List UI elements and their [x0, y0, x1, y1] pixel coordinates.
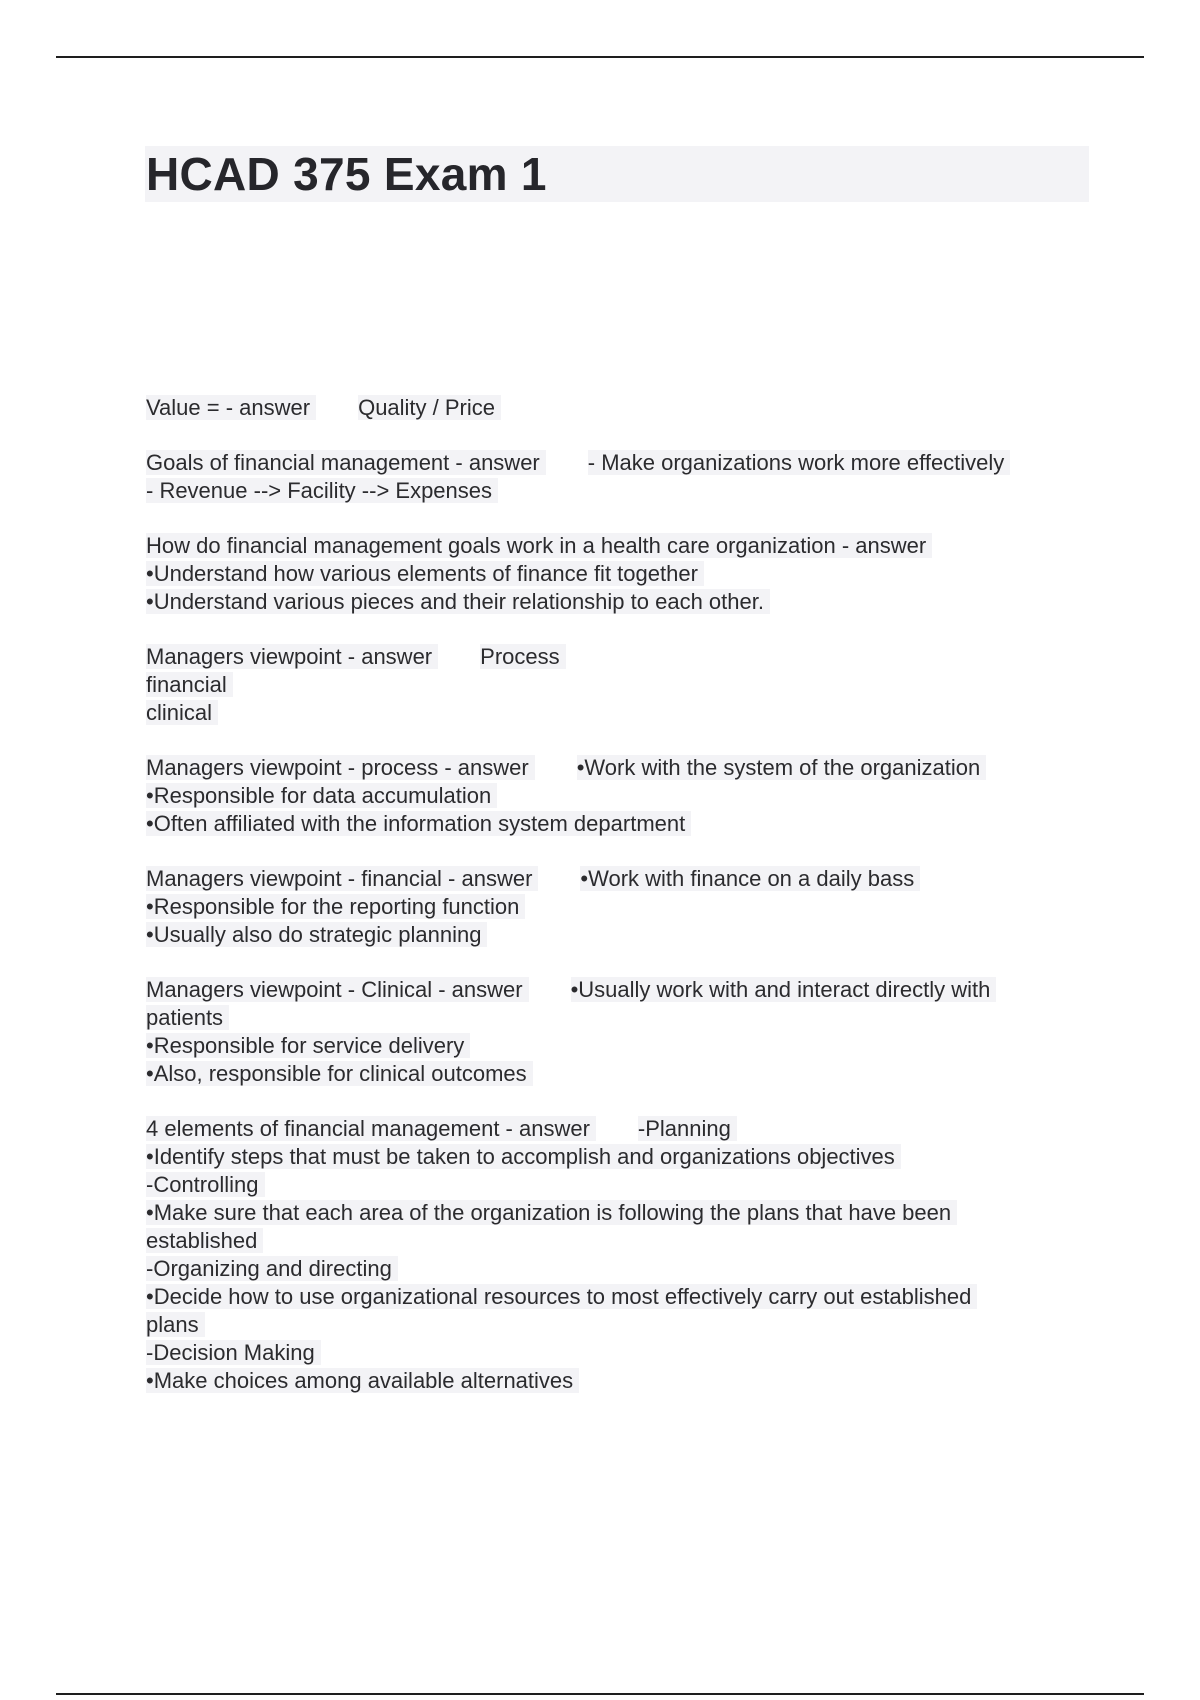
answer-line [146, 1367, 1096, 1395]
answer-line-text: -Controlling [146, 1172, 265, 1197]
answer-line-text: established [146, 1228, 263, 1253]
answer-line [146, 1143, 1096, 1171]
flashcard [146, 976, 1096, 1088]
answer-line-text: •Understand how various elements of finance fit together [146, 561, 704, 586]
answer-line-text: •Often affiliated with the information system department [146, 811, 691, 836]
answer-line-text: •Also, responsible for clinical outcomes [146, 1061, 533, 1086]
flashcard-first-line [146, 449, 1096, 477]
answer-line-text: •Make choices among available alternatives [146, 1368, 579, 1393]
answer-line-text: clinical [146, 700, 218, 725]
top-rule [56, 56, 1144, 58]
answer-line [146, 782, 1096, 810]
answer-line [146, 1255, 1096, 1283]
answer-line-text: plans [146, 1312, 205, 1337]
page-title: HCAD 375 Exam 1 [146, 148, 547, 200]
answer-line [146, 1199, 1096, 1227]
flashcard-first-line [146, 643, 1096, 671]
answer-line-text: patients [146, 1005, 229, 1030]
question-text: Managers viewpoint - process - answer [146, 755, 535, 780]
answer-line [146, 1339, 1096, 1367]
answer-line [146, 810, 1096, 838]
flashcard [146, 394, 1096, 422]
question-text: How do financial management goals work in a health care organization - answer [146, 533, 932, 558]
answer-line [146, 1311, 1096, 1339]
flashcard [146, 754, 1096, 838]
answer-line [146, 560, 1096, 588]
question-text: Goals of financial management - answer [146, 450, 546, 475]
answer-text: •Work with the system of the organization [577, 755, 986, 780]
answer-text: Process [480, 644, 565, 669]
answer-line-text: financial [146, 672, 233, 697]
question-text: Managers viewpoint - financial - answer [146, 866, 538, 891]
answer-line [146, 921, 1096, 949]
flashcard [146, 1115, 1096, 1395]
question-text: 4 elements of financial management - answer [146, 1116, 596, 1141]
answer-line-text: •Decide how to use organizational resources to most effectively carry out established [146, 1284, 977, 1309]
flashcard [146, 643, 1096, 727]
answer-line [146, 1032, 1096, 1060]
question-text: Managers viewpoint - answer [146, 644, 438, 669]
answer-text: •Usually work with and interact directly with [571, 977, 997, 1002]
answer-line-text: •Responsible for service delivery [146, 1033, 470, 1058]
answer-line-text: •Understand various pieces and their relationship to each other. [146, 589, 770, 614]
answer-text: -Planning [638, 1116, 737, 1141]
answer-line [146, 893, 1096, 921]
flashcard [146, 449, 1096, 505]
answer-line [146, 588, 1096, 616]
answer-line [146, 1283, 1096, 1311]
answer-line [146, 1171, 1096, 1199]
flashcard-first-line [146, 394, 1096, 422]
question-text: Managers viewpoint - Clinical - answer [146, 977, 529, 1002]
flashcard [146, 532, 1096, 616]
answer-line [146, 699, 1096, 727]
bottom-rule [56, 1693, 1144, 1695]
answer-line [146, 1060, 1096, 1088]
answer-line [146, 1004, 1096, 1032]
answer-line-text: - Revenue --> Facility --> Expenses [146, 478, 498, 503]
flashcard-first-line [146, 532, 1096, 560]
flashcard-first-line [146, 1115, 1096, 1143]
flashcard [146, 865, 1096, 949]
answer-text: Quality / Price [358, 395, 501, 420]
answer-line-text: -Decision Making [146, 1340, 321, 1365]
answer-line [146, 477, 1096, 505]
answer-line-text: •Responsible for the reporting function [146, 894, 525, 919]
flashcard-list [146, 394, 1096, 1422]
answer-line [146, 671, 1096, 699]
answer-line-text: -Organizing and directing [146, 1256, 398, 1281]
answer-line-text: •Identify steps that must be taken to accomplish and organizations objectives [146, 1144, 901, 1169]
answer-line-text: •Responsible for data accumulation [146, 783, 497, 808]
answer-line-text: •Make sure that each area of the organization is following the plans that have been [146, 1200, 957, 1225]
flashcard-first-line [146, 865, 1096, 893]
flashcard-first-line [146, 754, 1096, 782]
question-text: Value = - answer [146, 395, 316, 420]
answer-line-text: •Usually also do strategic planning [146, 922, 487, 947]
answer-text: - Make organizations work more effectively [588, 450, 1011, 475]
answer-text: •Work with finance on a daily bass [580, 866, 920, 891]
answer-line [146, 1227, 1096, 1255]
flashcard-first-line [146, 976, 1096, 1004]
